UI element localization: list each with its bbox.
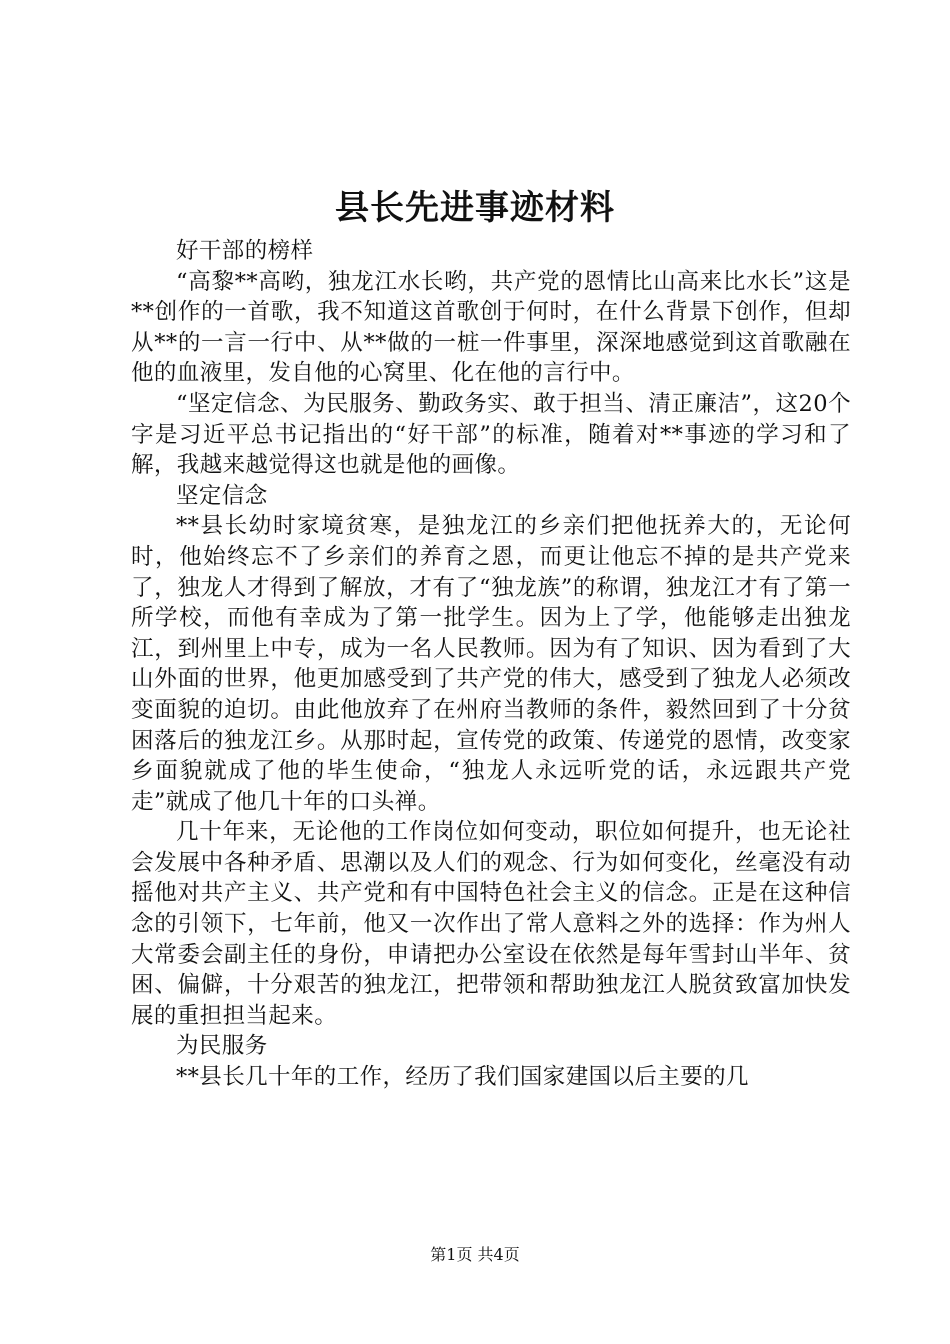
page-number-footer: 第1页 共4页 bbox=[430, 1245, 520, 1264]
section-heading: 坚定信念 bbox=[176, 482, 268, 509]
body-paragraph: “高黎**高哟，独龙江水长哟，共产党的恩情比山高来比水长”这是**创作的一首歌，我不知道这首歌创于何时，在什么背景下创作，但却从**的一言一行中、从**做的一桩一件事里，深深地感觉到这首歌融在他的血液里，发自他的心窝里、化在他的言行中。 bbox=[131, 268, 851, 387]
document-body bbox=[131, 236, 851, 1093]
body-paragraph: **县长几十年的工作，经历了我们国家建国以后主要的几 bbox=[176, 1064, 749, 1091]
document-title: 县长先进事迹材料 bbox=[335, 188, 615, 228]
body-paragraph: 几十年来，无论他的工作岗位如何变动，职位如何提升，也无论社会发展中各种矛盾、思潮以及人们的观念、行为如何变化，丝毫没有动摇他对共产主义、共产党和有中国特色社会主义的信念。正是在这种信念的引领下，七年前，他又一次作出了常人意料之外的选择：作为州人大常委会副主任的身份，申请把办公室设在依然是每年雪封山半年、贫困、偏僻，十分艰苦的独龙江，把带领和帮助独龙江人脱贫致富加快发展的重担担当起来。 bbox=[131, 819, 851, 1029]
section-heading: 好干部的榜样 bbox=[176, 238, 314, 264]
section-heading: 为民服务 bbox=[176, 1033, 268, 1060]
body-paragraph: “坚定信念、为民服务、勤政务实、敢于担当、清正廉洁”，这20个字是习近平总书记指出的“好干部”的标准，随着对**事迹的学习和了解，我越来越觉得这也就是他的画像。 bbox=[131, 390, 851, 479]
body-paragraph: **县长幼时家境贫寒，是独龙江的乡亲们把他抚养大的，无论何时，他始终忘不了乡亲们的养育之恩，而更让他忘不掉的是共产党来了，独龙人才得到了解放，才有了“独龙族”的称谓，独龙江才有了第一所学校，而他有幸成为了第一批学生。因为上了学，他能够走出独龙江，到州里上中专，成为一名人民教师。因为有了知识、因为看到了大山外面的世界，他更加感受到了共产党的伟大，感受到了独龙人必须改变面貌的迫切。由此他放弃了在州府当教师的条件，毅然回到了十分贫困落后的独龙江乡。从那时起，宣传党的政策、传递党的恩情，改变家乡面貌就成了他的毕生使命，“独龙人永远听党的话，永远跟共产党走”就成了他几十年的口头禅。 bbox=[131, 513, 851, 815]
